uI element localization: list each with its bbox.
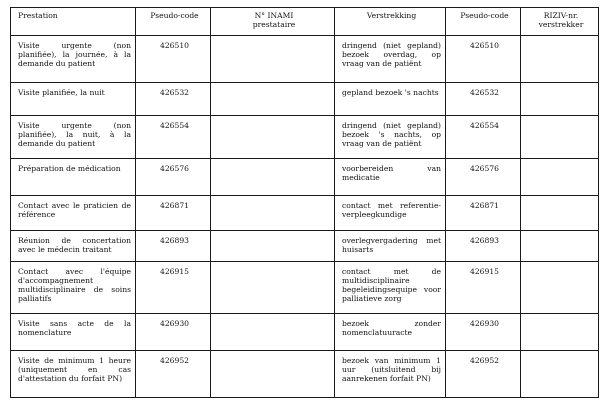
inami-input-cell[interactable] [211,36,335,83]
pseudo-code-nl-cell: 426930 [446,314,521,351]
pseudo-code-fr-cell: 426915 [136,262,211,314]
inami-input-cell[interactable] [211,314,335,351]
pseudo-code-fr-cell: 426554 [136,116,211,159]
pseudo-code-nl-cell: 426952 [446,351,521,398]
header-riziv-line1: RIZIV-nr. [543,11,579,20]
prestation-cell: Contact avec l'équipe d'accompagnement multidisciplinaire de soins palliatifs [11,262,136,314]
prestation-cell: Visite urgente (non planifiée), la journée, à la demande du patient [11,36,136,83]
inami-input-cell[interactable] [211,196,335,231]
prestation-cell: Réunion de concertation avec le médecin traitant [11,231,136,262]
inami-input-cell[interactable] [211,351,335,398]
inami-input-cell[interactable] [211,262,335,314]
verstrekking-cell: bezoek zonder nomenclatuuracte [335,314,446,351]
table-row [11,351,599,398]
table-row [11,116,599,159]
verstrekking-cell: voorbereiden van medicatie [335,159,446,196]
table-row [11,36,599,83]
pseudo-code-fr-cell: 426893 [136,231,211,262]
riziv-input-cell[interactable] [521,231,599,262]
table-row [11,231,599,262]
pseudo-code-nl-cell: 426554 [446,116,521,159]
header-verstrekking: Verstrekking [335,8,446,36]
pseudo-code-nl-cell: 426510 [446,36,521,83]
verstrekking-cell: dringend (niet gepland) bezoek overdag, op vraag van de patiënt [335,36,446,83]
header-inami-line2: prestataire [252,20,296,29]
verstrekking-cell: bezoek van minimum 1 uur (uitsluitend bij aanrekenen forfait PN) [335,351,446,398]
pseudo-code-fr-cell: 426871 [136,196,211,231]
verstrekking-cell: gepland bezoek 's nachts [335,83,446,116]
pseudo-code-nl-cell: 426532 [446,83,521,116]
riziv-input-cell[interactable] [521,314,599,351]
inami-input-cell[interactable] [211,116,335,159]
table-row [11,196,599,231]
header-prestation: Prestation [11,8,136,36]
verstrekking-cell: dringend (niet gepland) bezoek 's nachts, op vraag van de patiënt [335,116,446,159]
prestation-cell: Visite sans acte de la nomenclature [11,314,136,351]
verstrekking-cell: contact met de multidisciplinaire begeleidingsequipe voor palliatieve zorg [335,262,446,314]
pseudo-code-nl-cell: 426871 [446,196,521,231]
header-inami [211,8,335,36]
pseudo-code-fr-cell: 426952 [136,351,211,398]
pseudo-code-table [10,7,599,398]
prestation-cell: Préparation de médication [11,159,136,196]
prestation-cell: Visite planifiée, la nuit [11,83,136,116]
header-pseudo-code-nl: Pseudo-code [446,8,521,36]
pseudo-code-fr-cell: 426532 [136,83,211,116]
riziv-input-cell[interactable] [521,83,599,116]
prestation-cell: Visite de minimum 1 heure (uniquement en cas d'attestation du forfait PN) [11,351,136,398]
table-header-row [11,8,599,36]
table-row [11,314,599,351]
pseudo-code-fr-cell: 426930 [136,314,211,351]
prestation-cell: Visite urgente (non planifiée), la nuit, à la demande du patient [11,116,136,159]
table-row [11,159,599,196]
prestation-cell: Contact avec le praticien de référence [11,196,136,231]
riziv-input-cell[interactable] [521,36,599,83]
riziv-input-cell[interactable] [521,196,599,231]
riziv-input-cell[interactable] [521,159,599,196]
pseudo-code-nl-cell: 426893 [446,231,521,262]
riziv-input-cell[interactable] [521,351,599,398]
verstrekking-cell: contact met referentie-verpleegkundige [335,196,446,231]
header-inami-line1: N° INAMI [254,11,294,20]
header-riziv [521,8,599,36]
pseudo-code-fr-cell: 426510 [136,36,211,83]
inami-input-cell[interactable] [211,231,335,262]
inami-input-cell[interactable] [211,83,335,116]
riziv-input-cell[interactable] [521,262,599,314]
pseudo-code-fr-cell: 426576 [136,159,211,196]
pseudo-code-nl-cell: 426576 [446,159,521,196]
header-pseudo-code-fr: Pseudo-code [136,8,211,36]
riziv-input-cell[interactable] [521,116,599,159]
table-row [11,262,599,314]
pseudo-code-nl-cell: 426915 [446,262,521,314]
verstrekking-cell: overlegvergadering met huisarts [335,231,446,262]
table-row [11,83,599,116]
header-riziv-line2: verstrekker [538,20,584,29]
inami-input-cell[interactable] [211,159,335,196]
